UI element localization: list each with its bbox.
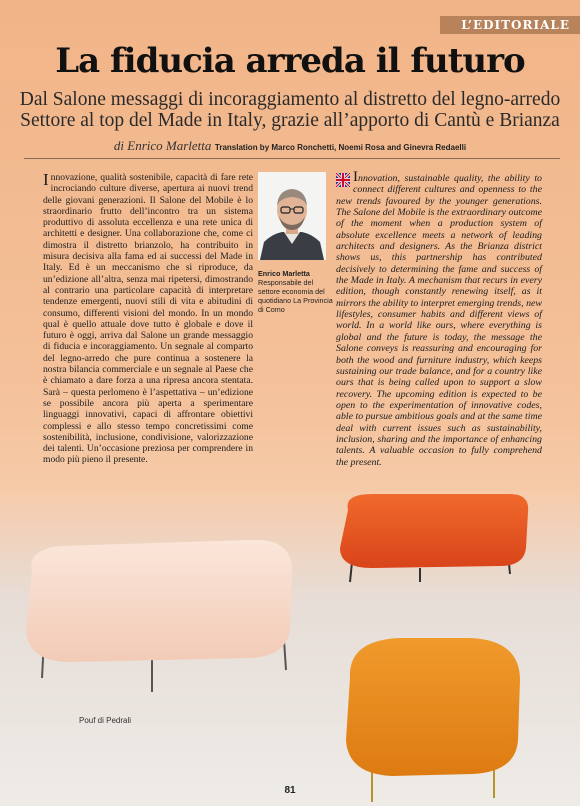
section-tag: L’EDITORIALE xyxy=(440,16,580,34)
author-caption-name: Enrico Marletta xyxy=(258,269,310,278)
english-body: nnovation, sustainable quality, the ability to connect different cultures and openness to the new trends favoured by the younger generations. The Salone del Mobile is the extraordinary outcome of the moment when a production system of absolute excellence meets a network of leading architects and designers. As the Brianza district shows us, this partnership has contributed decisively to determining the fame and success of the Made in Italy. A mechanism that recurs in every edition, though constantly renewing itself, as it mirrors the ability to interpret emerging trends, new lifestyles, consumer habits and different views of world. In a world like ours, where everything is global and the future is today, the message the Salone conveys is reassuring and encouraging for both the wood and furniture industry, which keeps sustaining our trade balance, and for a country like ours that is being called upon to support a slow recovery. The upcoming edition is expected to be open to the experimentation of innovative codes, able to pursue ambitious goals and at the same time deal with current issues such as sustainability, inclusion, sharing and the importance of enhancing talents. A valuable occasion to fully comprehend the present. xyxy=(336,173,542,468)
author-name: di Enrico Marletta xyxy=(113,138,212,153)
author-caption-role: Responsabile del settore economia del quotidiano La Provincia di Como xyxy=(258,278,333,314)
author-caption xyxy=(258,269,334,314)
english-text-column xyxy=(336,169,542,468)
uk-flag-icon xyxy=(336,173,350,187)
pouf-photo xyxy=(0,490,580,806)
divider xyxy=(24,158,560,159)
translation-credit: Translation by Marco Ronchetti, Noemi Rosa and Ginevra Redaelli xyxy=(214,143,467,152)
photo-caption: Pouf di Pedrali xyxy=(79,716,132,725)
author-portrait xyxy=(258,172,326,260)
english-dropcap: I xyxy=(353,169,358,185)
page-number: 81 xyxy=(284,785,296,796)
byline xyxy=(0,138,580,154)
article-subtitle-line2: Settore al top del Made in Italy, grazie all’apporto di Cantù e Brianza xyxy=(20,110,560,131)
italian-body: nnovazione, qualità sostenibile, capacità di fare rete incrociando culture diverse, apertura ai nuovi trend delle giovani generazioni. Il Salone del Mobile è lo straordinario frutto dell’incontro tra un sistema produttivo di assoluta eccellenza e una rete unica di architetti e designer. Una collaborazione che, come ci dimostra il distretto brianzolo, ha contribuito in misura decisiva alla fama ed ai successi del Made in Italy. Ed è un meccanismo che si riproduce, da un’edizione all’altra, senza mai ripetersi, dimostrando al contrario una particolare capacità di interpretare tendenze emergenti, nuovi stili di vita e abitudini di consumo, differenti visioni del mondo. In un mondo qual è quello attuale dove tutto è globale e dove il futuro è oggi, arriva dal Salone un grande messaggio di fiducia e incoraggiamento. Un segnale al comparto del legno-arredo che pure continua a sostenere la nostra bilancia commerciale e un segnale al Paese che è chiamato a dare forza a una ripresa ancora stentata. Sarà – questa perlomeno è l’aspettativa – un’edizione se possibile ancora più aperta a sperimentare linguaggi innovativi, capaci di affrontare obiettivi complessi e allo stesso tempo concretissimi come sostenibilità, inclusione, condivisione, valorizzazione dei talenti. Un’occasione preziosa per comprendere in modo più pieno il presente. xyxy=(43,172,253,466)
article-title: La fiducia arreda il futuro xyxy=(55,41,525,81)
italian-dropcap: I xyxy=(43,170,49,189)
article-subtitle-line1: Dal Salone messaggi di incoraggiamento al distretto del legno-arredo xyxy=(19,89,561,110)
italian-text-column xyxy=(43,172,253,466)
